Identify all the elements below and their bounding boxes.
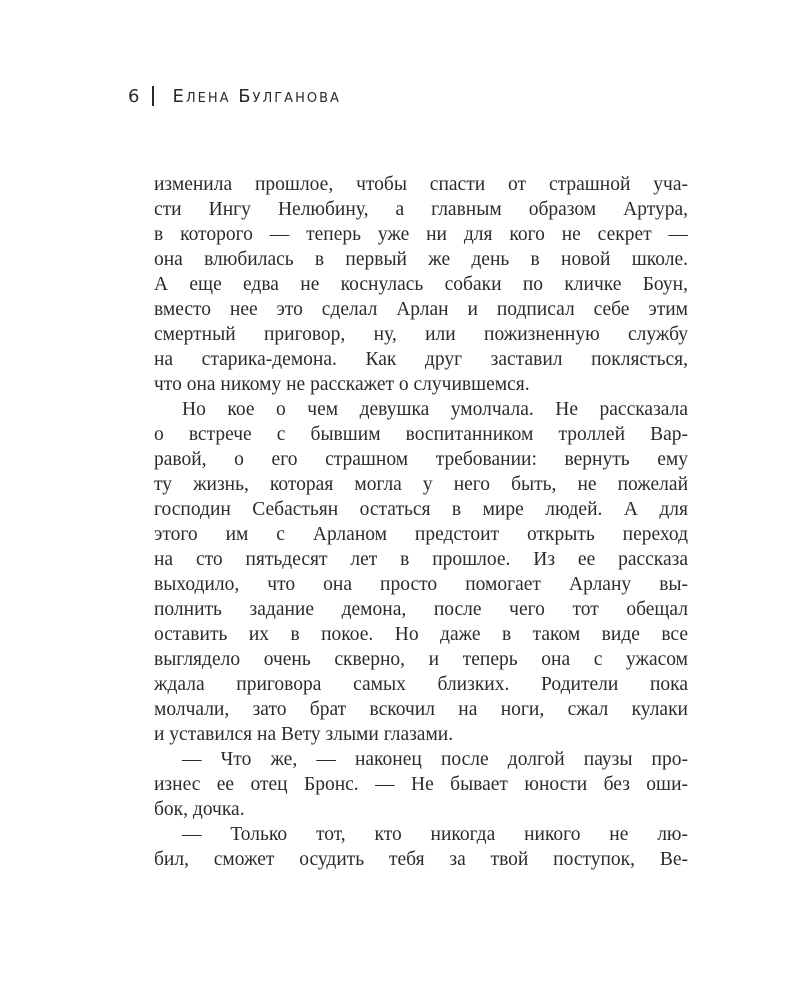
text-line: в которого — теперь уже ни для кого не секрет —: [154, 224, 688, 245]
text-line: смертный приговор, ну, или пожизненную службу: [154, 324, 688, 345]
page-number: 6: [128, 85, 141, 107]
text-line: ту жизнь, которая могла у него быть, не пожелай: [154, 474, 688, 495]
text-line: на сто пятьдесят лет в прошлое. Из ее рассказа: [154, 549, 688, 570]
text-line: молчали, зато брат вскочил на ноги, сжал кулаки: [154, 699, 688, 720]
text-line: вместо нее это сделал Арлан и подписал себе этим: [154, 299, 688, 320]
text-line: и уставился на Вету злыми глазами.: [154, 724, 454, 745]
text-line: оставить их в покое. Но даже в таком виде все: [154, 624, 688, 645]
paragraph-first-line: — Только тот, кто никогда никого не лю-: [182, 824, 688, 845]
author-name: Елена Булганова: [172, 85, 341, 107]
running-head: [128, 83, 341, 109]
text-line: на старика-демона. Как друг заставил поклясться,: [154, 349, 688, 370]
text-line: А еще едва не коснулась собаки по кличке Боун,: [154, 274, 688, 295]
text-line: бил, сможет осудить тебя за твой поступок, Ве-: [154, 849, 688, 870]
paragraph-first-line: Но кое о чем девушка умолчала. Не рассказала: [182, 399, 688, 420]
text-line: что она никому не расскажет о случившемся.: [154, 374, 530, 395]
running-head-divider: [152, 86, 154, 106]
text-line: изменила прошлое, чтобы спасти от страшной уча-: [154, 174, 688, 195]
text-line: выходило, что она просто помогает Арлану вы-: [154, 574, 688, 595]
text-line: о встрече с бывшим воспитанником троллей Вар-: [154, 424, 688, 445]
body-text: [154, 172, 688, 872]
text-line: этого им с Арланом предстоит открыть переход: [154, 524, 688, 545]
text-line: выглядело очень скверно, и теперь она с ужасом: [154, 649, 688, 670]
text-line: она влюбилась в первый же день в новой школе.: [154, 249, 688, 270]
text-line: сти Ингу Нелюбину, а главным образом Артура,: [154, 199, 688, 220]
text-line: господин Себастьян остаться в мире людей. А для: [154, 499, 688, 520]
paragraph-first-line: — Что же, — наконец после долгой паузы про-: [182, 749, 688, 770]
text-line: бок, дочка.: [154, 799, 245, 820]
text-line: ждала приговора самых близких. Родители пока: [154, 674, 688, 695]
text-line: изнес ее отец Бронс. — Не бывает юности без оши-: [154, 774, 688, 795]
text-line: полнить задание демона, после чего тот обещал: [154, 599, 688, 620]
text-line: равой, о его страшном требовании: вернуть ему: [154, 449, 688, 470]
